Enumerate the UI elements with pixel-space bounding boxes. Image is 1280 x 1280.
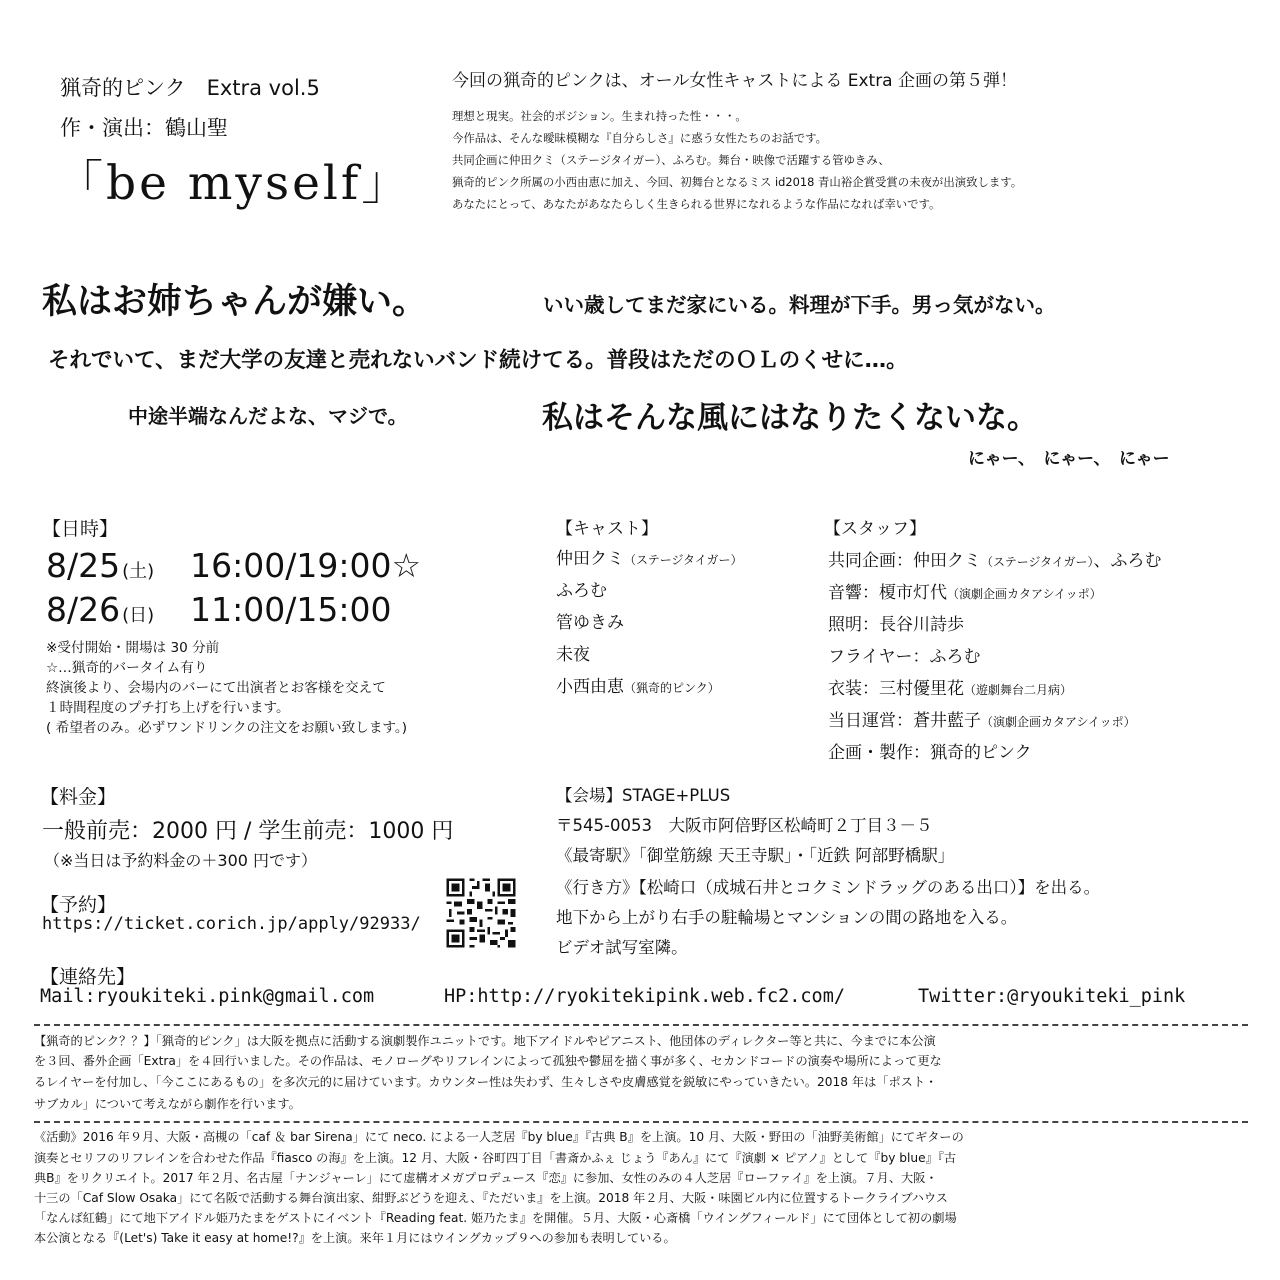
play-title: 「be myself」 [56, 156, 412, 211]
contact-heading: 【連絡先】 [40, 966, 136, 988]
about-line: るレイヤーを付加し、「今ここにあるもの」を多次元的に届けています。カウンター性は失わず、生々しさや皮膚感覚を鋭敏にやっていきたい。2018 年は「ポスト・ [34, 1075, 938, 1089]
staff-affiliation: （遊劇舞台二月病） [964, 683, 1073, 697]
cast-heading: 【キャスト】 [556, 519, 658, 539]
series-label: 猟奇的ピンク Extra vol.5 [60, 76, 320, 100]
staff-affiliation: （演劇企画カタアシイッポ） [981, 715, 1136, 729]
tagline-meow: にゃー、 にゃー、 にゃー [968, 449, 1170, 469]
venue-heading: 【会場】STAGE+PLUS [556, 786, 731, 805]
staff-role: 照明： [828, 615, 879, 635]
schedule-note: ( 希望者のみ。必ずワンドリンクの注文をお願い致します。) [46, 720, 408, 736]
staff-affiliation: （演劇企画カタアシイッポ） [947, 587, 1102, 601]
history-line: 《活動》2016 年９月、大阪・高槻の「caf ＆ bar Sirena」にて neco. による一人芝居『by blue』『古典 B』を上演。10 月、大阪・野田の「油野美術館」にてギターの [34, 1130, 964, 1144]
staff-member [828, 674, 1072, 699]
staff-tail: 、ふろむ [1093, 551, 1162, 571]
cast-name: 管ゆきみ [556, 613, 624, 633]
staff-role: 衣装： [828, 679, 879, 699]
cast-member [556, 544, 742, 569]
cast-affiliation: （猟奇的ピンク） [624, 681, 720, 695]
history-line: 演奏とセリフのリフレインを合わせた作品『fiasco の海』を上演。12 月、大阪・谷町四丁目「書斎かふぇ じょう『あん』にて『演劇 × ピアノ』として『by blue』『古 [34, 1151, 957, 1165]
about-line: 【猟奇的ピンク？？】「猟奇的ピンク」は大阪を拠点に活動する演劇製作ユニットです。地下アイドルやピアニスト、他団体のディレクター等と共に、今までに本公演 [34, 1034, 936, 1048]
contact-mail[interactable]: Mail:ryoukiteki.pink@gmail.com [40, 986, 375, 1007]
venue-station: 《最寄駅》「御堂筋線 天王寺駅」・「近鉄 阿部野橋駅」 [556, 846, 955, 865]
tagline-line: それでいて、まだ大学の友達と売れないバンド続けてる。普段はただのＯＬのくせに…。 [48, 348, 908, 373]
tagline-big: 私はお姉ちゃんが嫌い。 [42, 282, 428, 322]
intro-line: 今作品は、そんな曖昧模糊な『自分らしさ』に惑う女性たちのお話です。 [452, 131, 827, 145]
price-line: 一般前売：2000 円 / 学生前売：1000 円 [42, 819, 454, 844]
cast-name: ふろむ [556, 581, 607, 601]
staff-role: 音響： [828, 583, 879, 603]
staff-member [828, 738, 1032, 763]
cast-member [556, 640, 590, 665]
schedule-heading: 【日時】 [42, 518, 119, 540]
cast-affiliation: （ステージタイガー） [624, 553, 743, 567]
date: 8/25 [46, 546, 121, 585]
intro-line: あなたにとって、あなたがあなたらしく生きられる世界になれるような作品になれば幸いです。 [452, 197, 941, 211]
cast-member [556, 608, 624, 633]
staff-member [828, 578, 1102, 603]
staff-role: 共同企画： [828, 551, 913, 571]
staff-member [828, 610, 964, 635]
staff-member [828, 642, 981, 667]
staff-role: 企画・製作： [828, 743, 930, 763]
staff-role: フライヤー： [828, 647, 930, 667]
history-line: 本公演となる『(Let's) Take it easy at home!?』を上演。来年１月にはウイングカップ９への参加も表明している。 [34, 1231, 676, 1245]
intro-line: 猟奇的ピンク所属の小西由恵に加え、今回、初舞台となるミス id2018 青山裕企賞受賞の未夜が出演致します。 [452, 175, 1023, 189]
schedule-note: ※受付開始・開場は 30 分前 [46, 640, 220, 656]
contact-twitter[interactable]: Twitter:@ryoukiteki_pink [918, 986, 1186, 1007]
weekday: (日) [122, 605, 155, 626]
reservation-heading: 【予約】 [40, 894, 117, 916]
cast-name: 未夜 [556, 645, 590, 665]
cast-name: 小西由恵 [556, 677, 624, 697]
staff-affiliation: （ステージタイガー） [981, 555, 1094, 569]
staff-name: 猟奇的ピンク [930, 743, 1032, 763]
staff-member [828, 706, 1136, 731]
dashed-divider [34, 1024, 1248, 1026]
schedule-note: 終演後より、会場内のバーにて出演者とお客様を交えて [46, 680, 386, 696]
tagline-small: いい歳してまだ家にいる。料理が下手。男っ気がない。 [543, 293, 1056, 317]
dashed-divider [34, 1121, 1248, 1123]
qr-code-icon [444, 876, 518, 950]
tagline-big: 私はそんな風にはなりたくないな。 [542, 400, 1038, 436]
venue-directions: 地下から上がり右手の駐輪場とマンションの間の路地を入る。 [556, 908, 1018, 927]
venue-directions: 《行き方》【松崎口（成城石井とコクミンドラッグのある出口）】を出る。 [556, 878, 1101, 897]
schedule-note: １時間程度のプチ打ち上げを行います。 [46, 700, 290, 716]
venue-address: 〒545-0053 大阪市阿倍野区松崎町２丁目３－５ [556, 816, 933, 835]
times: 11:00/15:00 [190, 590, 392, 629]
staff-heading: 【スタッフ】 [824, 519, 926, 539]
price-note: （※当日は予約料金の＋300 円です） [44, 851, 318, 870]
about-line: を３回、番外企画「Extra」を４回行いました。その作品は、モノローグやリフレインによって孤独や鬱屈を描く事が多く、セカンドコードの演奏や場所によって更な [34, 1054, 942, 1068]
weekday: (土) [122, 561, 155, 582]
times: 16:00/19:00☆ [190, 546, 422, 585]
intro-line: 理想と現実。社会的ポジション。生まれ持った性・・・。 [452, 109, 747, 123]
staff-name: 榎市灯代 [879, 583, 947, 603]
date: 8/26 [46, 590, 121, 629]
schedule-date-row [46, 546, 421, 585]
intro-line: 共同企画に仲田クミ（ステージタイガー）、ふろむ。舞台・映像で活躍する管ゆきみ、 [452, 153, 890, 167]
staff-name: ふろむ [929, 647, 981, 667]
cast-member [556, 576, 607, 601]
schedule-date-row [46, 590, 391, 629]
history-line: 十三の「Caf Slow Osaka」にて名阪で活動する舞台演出家、紺野ぶどうを迎え、『ただいま』を上演。2018 年２月、大阪・味園ビル内に位置するトークライブハウス [34, 1191, 948, 1205]
about-line: サブカル」について考えながら劇作を行います。 [34, 1097, 301, 1111]
staff-name: 仲田クミ [913, 551, 981, 571]
staff-name: 蒼井藍子 [913, 711, 981, 731]
venue-directions: ビデオ試写室隣。 [556, 938, 688, 957]
staff-member [828, 546, 1161, 571]
cast-name: 仲田クミ [556, 549, 624, 569]
price-heading: 【料金】 [40, 786, 117, 808]
cast-member [556, 672, 720, 697]
staff-name: 長谷川詩歩 [879, 615, 964, 635]
tagline-small: 中途半端なんだよな、マジで。 [128, 404, 408, 428]
intro-lead: 今回の猟奇的ピンクは、オール女性キャストによる Extra 企画の第５弾！ [452, 71, 1018, 91]
history-line: 典B』をリクリエイト。2017 年２月、名古屋「ナンジャーレ」にて虚構オメガプロデュース『恋』に参加、女性のみの４人芝居『ローファイ』を上演。７月、大阪・ [34, 1171, 938, 1185]
history-line: 「なんば紅鶴」にて地下アイドル姫乃たまをゲストにイベント『Reading feat. 姫乃たま』を開催。５月、大阪・心斎橋「ウイングフィールド」にて団体として初の劇場 [34, 1211, 957, 1225]
staff-name: 三村優里花 [879, 679, 964, 699]
schedule-note: ☆…猟奇的バータイム有り [46, 660, 208, 676]
reservation-link[interactable]: https://ticket.corich.jp/apply/92933/ [42, 914, 421, 934]
credit-line: 作・演出：鶴山聖 [60, 116, 228, 140]
staff-role: 当日運営： [828, 711, 913, 731]
contact-homepage[interactable]: HP:http://ryokitekipink.web.fc2.com/ [444, 986, 845, 1007]
